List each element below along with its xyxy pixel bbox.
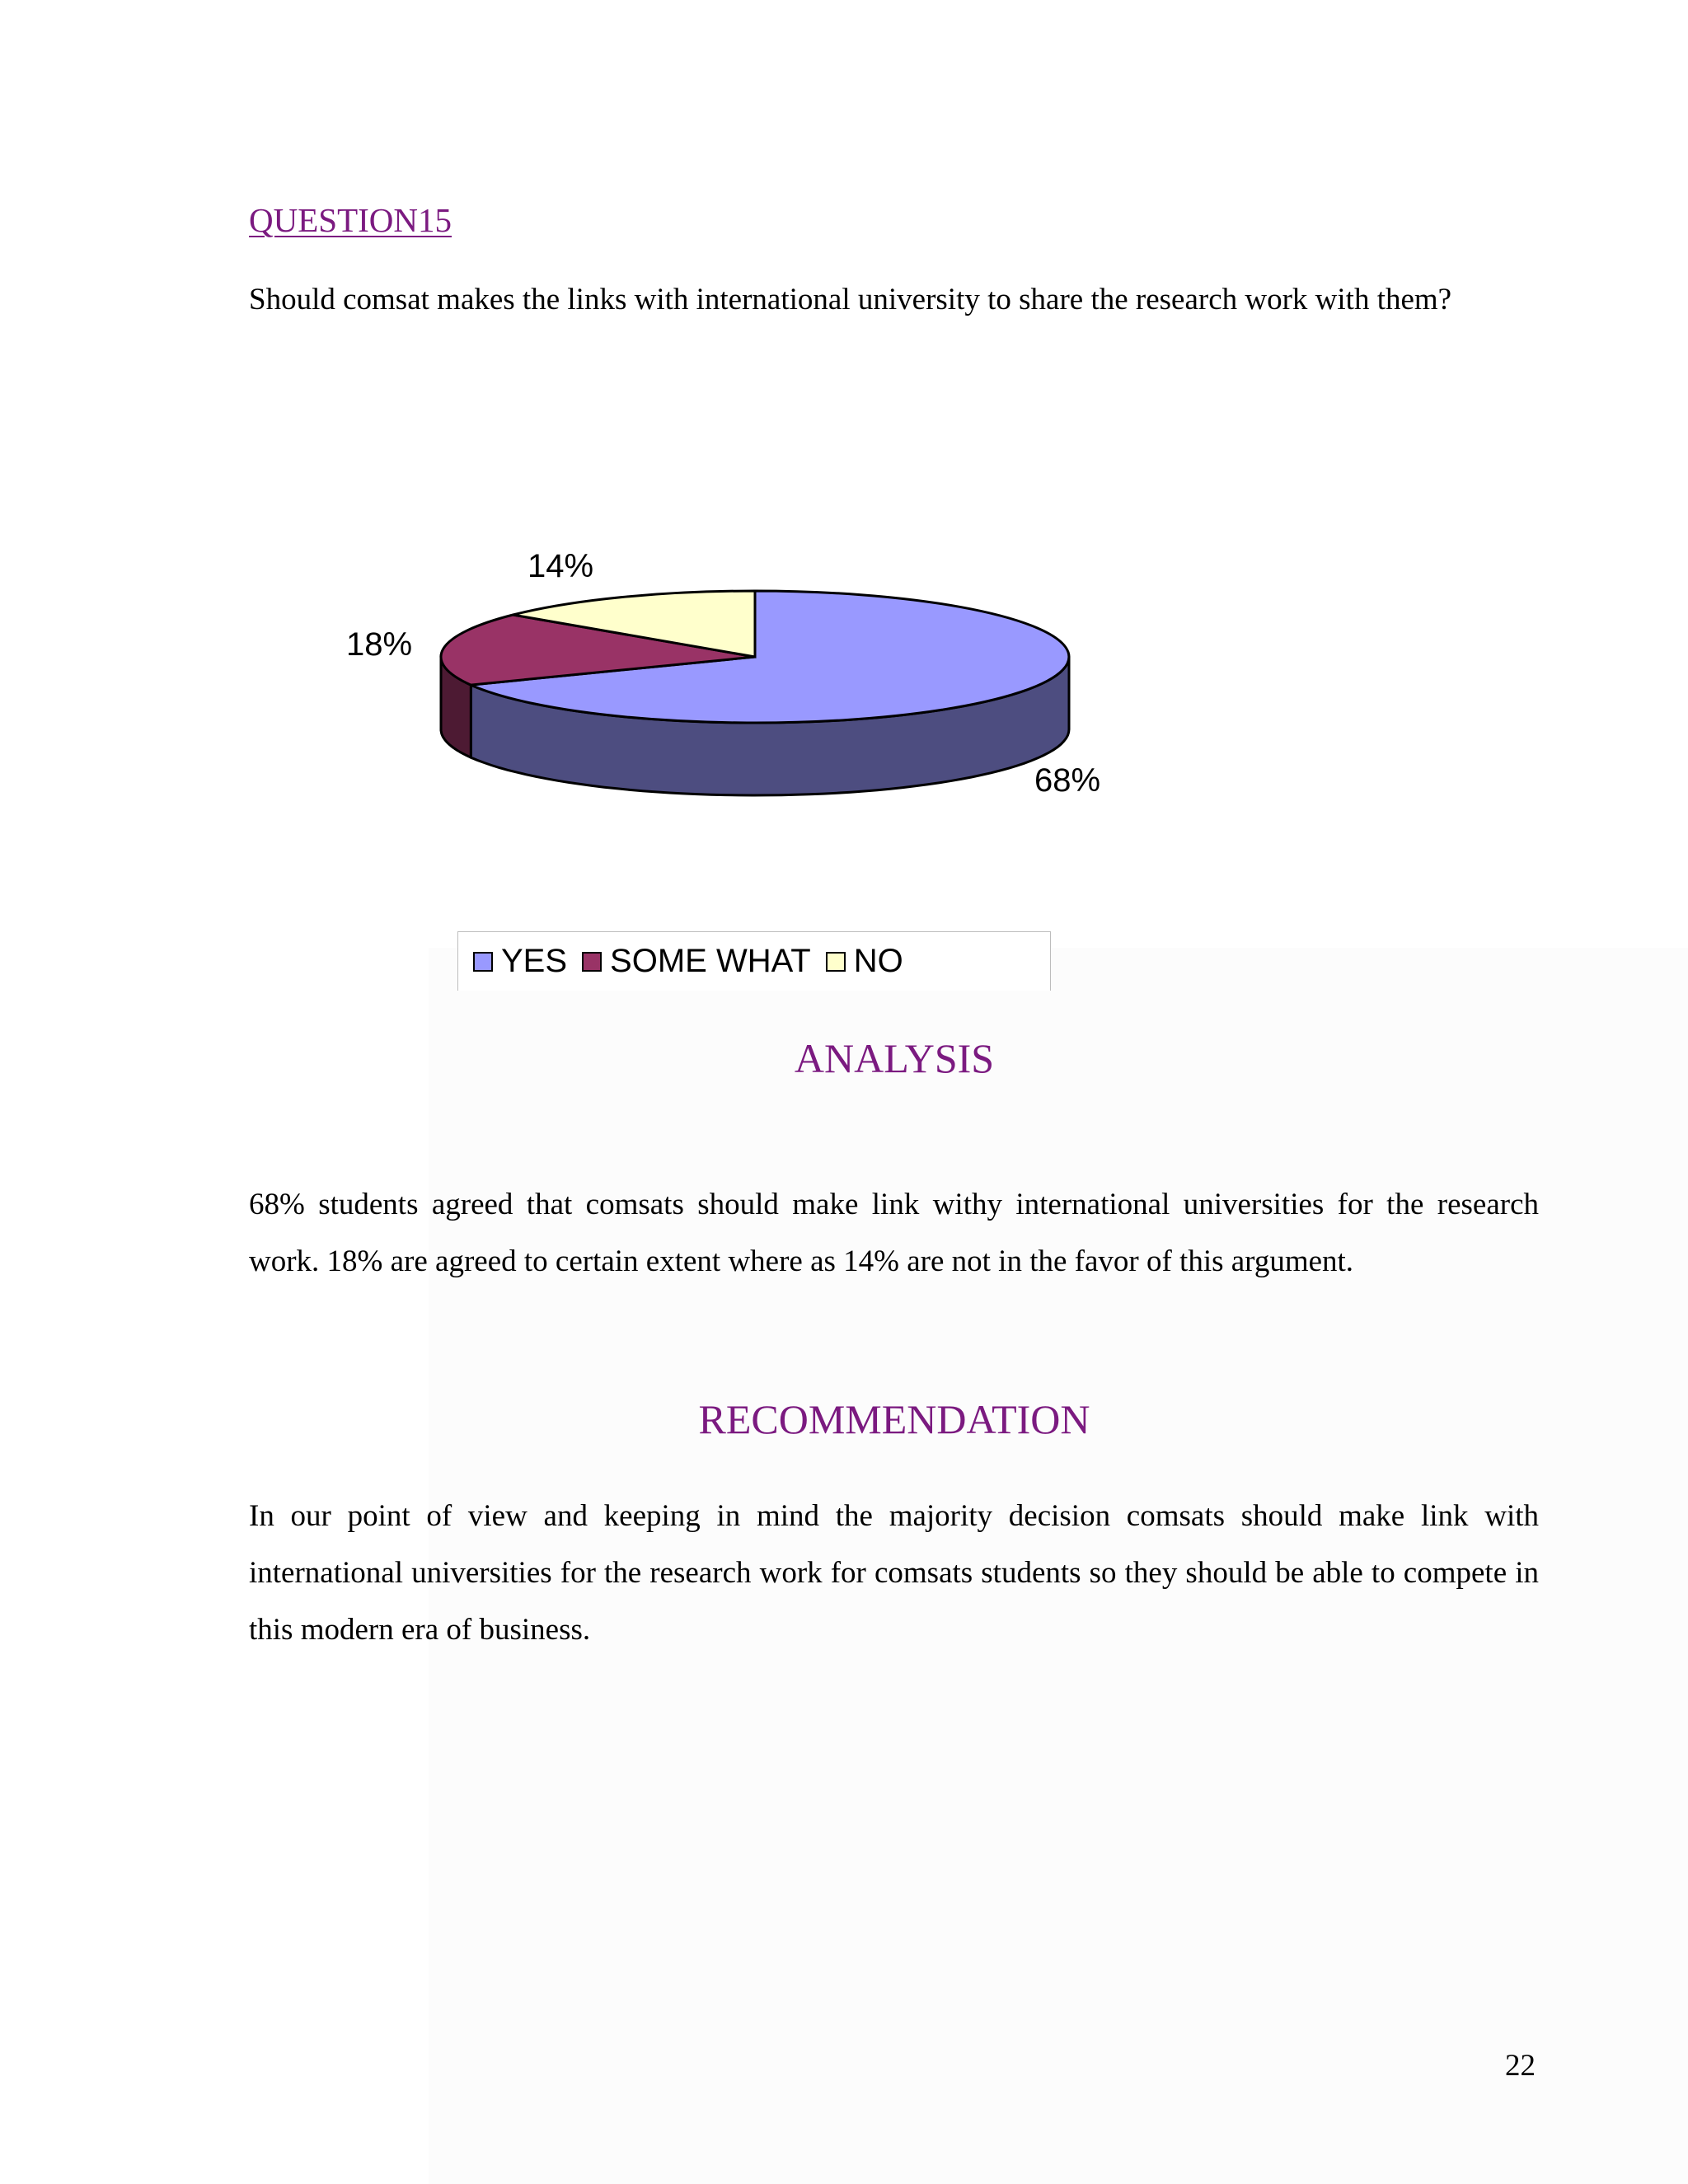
slice-label-no: 14%	[528, 548, 594, 584]
page-number: 22	[1505, 2049, 1536, 2083]
legend-swatch-yes	[473, 952, 493, 972]
question-title: QUESTION15	[249, 201, 452, 239]
legend-swatch-no	[826, 952, 846, 972]
question-text: Should comsat makes the links with international university to share the research work with them?	[249, 283, 1452, 316]
slice-label-yes: 68%	[1034, 762, 1101, 799]
analysis-text: 68% students agreed that comsats should make link withy international universities for the research work. 18% are agreed to certain extent where as 14% are not in the favor of this argument.	[249, 1188, 1539, 1278]
pie-tops	[441, 591, 1069, 723]
legend-label-yes: YES	[501, 943, 568, 979]
chart-legend	[457, 931, 1051, 991]
slice-label-some-what: 18%	[346, 626, 413, 663]
recommendation-text: In our point of view and keeping in mind the majority decision comsats should make link with international universities for the research work for comsats students so they should be able to compete in this modern era of business.	[249, 1499, 1539, 1647]
pie-chart	[330, 527, 1154, 808]
legend-swatch-some-what	[582, 952, 602, 972]
legend-item-some-what	[582, 943, 811, 980]
legend-label-no: NO	[853, 943, 903, 979]
analysis-heading: ANALYSIS	[794, 1035, 995, 1081]
legend-item-yes	[473, 943, 567, 980]
legend-label-some-what: SOME WHAT	[610, 943, 811, 979]
recommendation-heading: RECOMMENDATION	[698, 1396, 1090, 1442]
legend-item-no	[826, 943, 903, 980]
